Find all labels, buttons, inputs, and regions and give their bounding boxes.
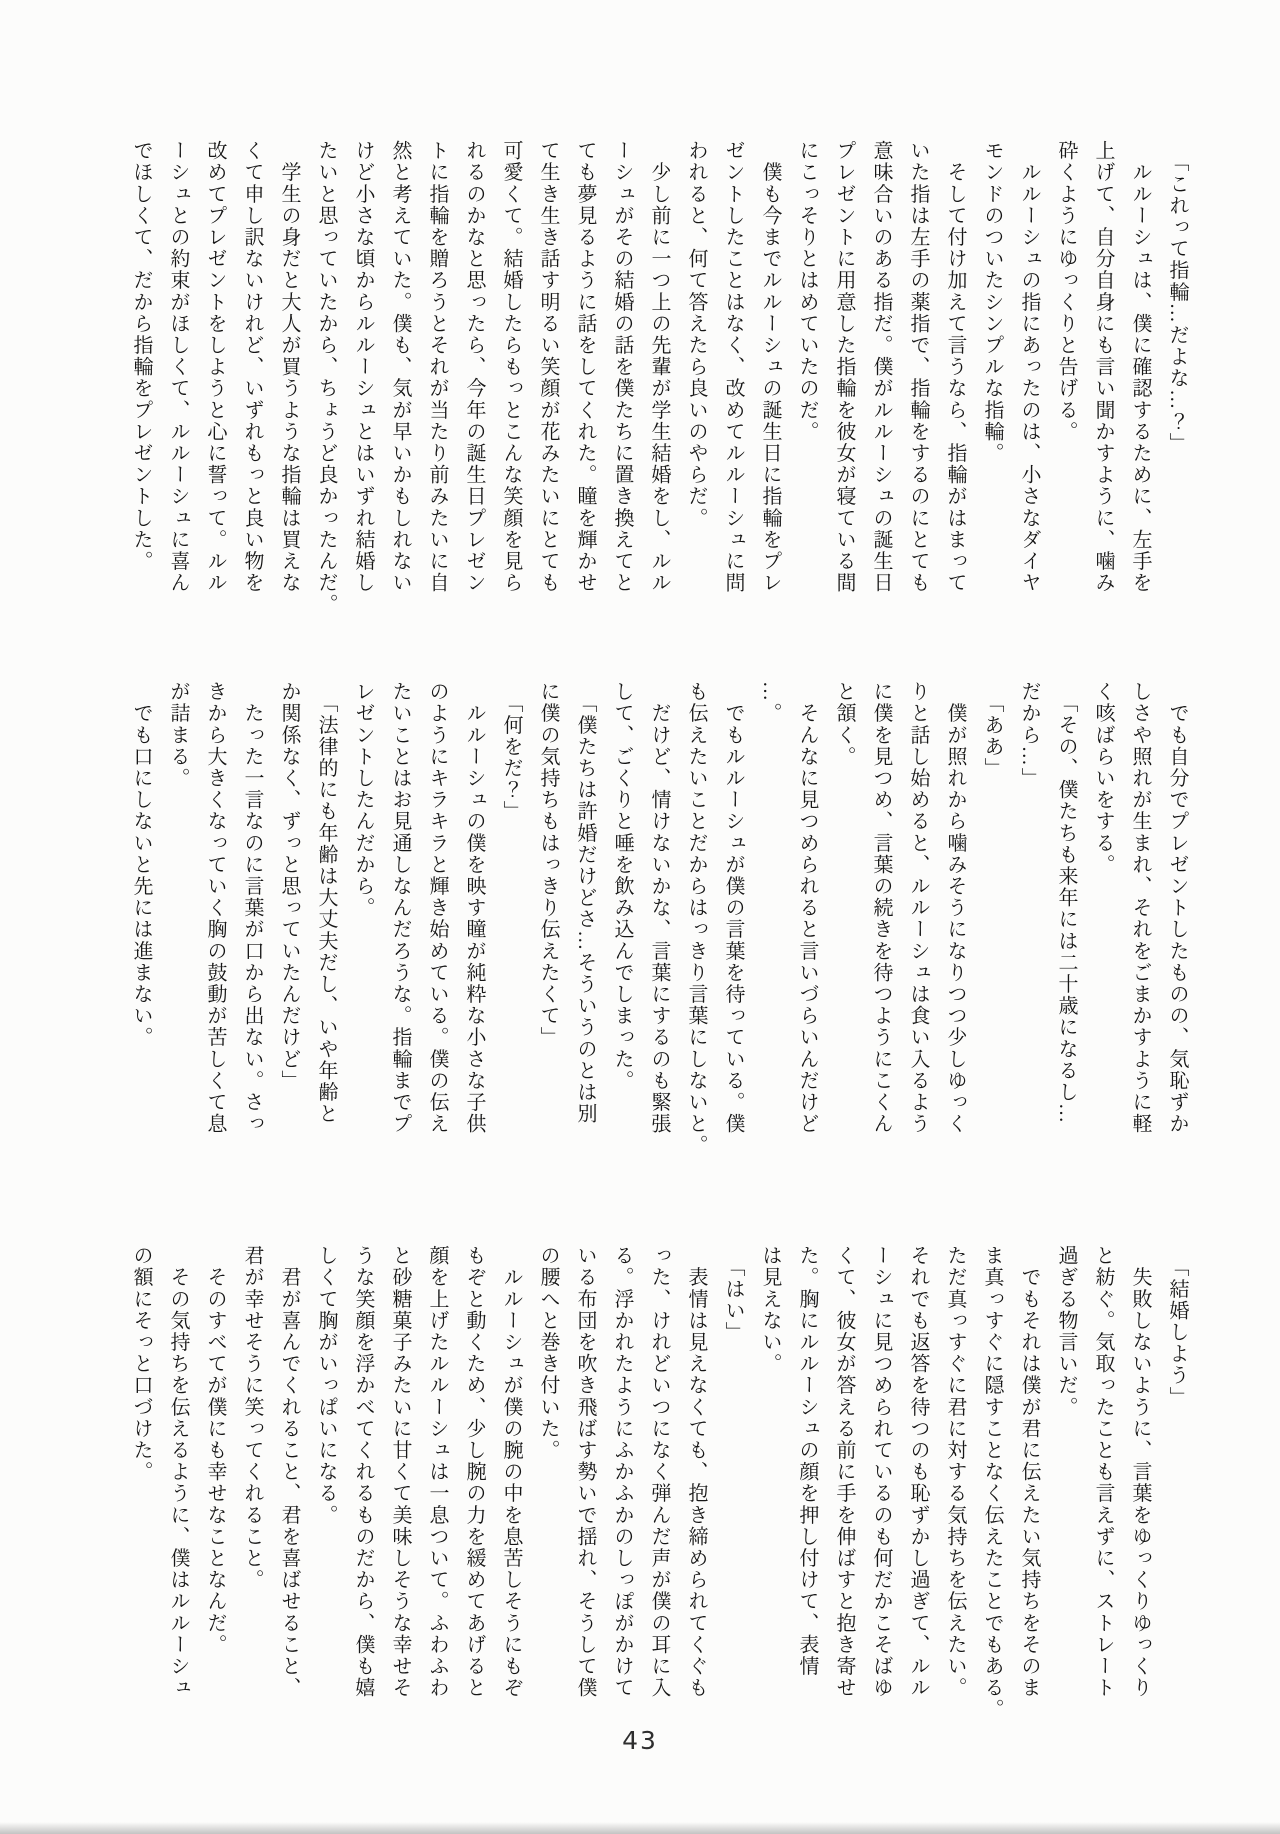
text-column: も伝えたいことだからはっきり言葉にしないと。 (685, 681, 707, 1157)
scan-edge-shadow (0, 1822, 1280, 1834)
text-column: 君が喜んでくれること、君を喜ばせること、 (278, 1245, 300, 1699)
text-column: の額にそっと口づけた。 (130, 1245, 152, 1483)
text-column: 「結婚しよう」 (1166, 1245, 1188, 1408)
text-column: 「僕たちは許婚だけどさ…そういうのとは別 (574, 681, 596, 1125)
text-column: トに指輪を贈ろうとそれが当たり前みたいに自 (426, 140, 448, 594)
text-column: りと話し始めると、ルルーシュは食い入るよう (907, 681, 929, 1135)
text-column: は見えない。 (759, 1245, 781, 1375)
text-column: ーシュがその結婚の話を僕たちに置き換えてと (611, 140, 633, 594)
text-column: 「法律的にも年齢は大丈夫だし、いや年齢と (315, 681, 337, 1125)
text-column: 「はい」 (722, 1245, 744, 1343)
text-column: しくて胸がいっぱいになる。 (315, 1245, 337, 1526)
text-column: だけど、情けないかな、言葉にするのも緊張 (648, 681, 670, 1135)
text-column: 失敗しないように、言葉をゆっくりゆっくり (1129, 1245, 1151, 1699)
text-column: たいと思っていたから、ちょうど良かったんだ。 (315, 140, 337, 616)
text-column: レゼントしたんだから。 (352, 681, 374, 919)
text-column: 然と考えていた。僕も、気が早いかもしれない (389, 140, 411, 594)
text-column: ーシュとの約束がほしくて、ルルーシュに喜ん (167, 140, 189, 594)
text-column: ルルーシュが僕の腕の中を息苦しそうにもぞ (500, 1245, 522, 1699)
text-column: しさや照れが生まれ、それをごまかすように軽 (1129, 681, 1151, 1135)
text-column: に僕を見つめ、言葉の続きを待つようにこくん (870, 681, 892, 1135)
text-column: だから…」 (1018, 681, 1040, 789)
text-column: いた指は左手の薬指で、指輪をするのにとても (907, 140, 929, 594)
text-column: ても夢見るように話をしてくれた。瞳を輝かせ (574, 140, 596, 594)
text-band-middle (92, 681, 1188, 1183)
text-column: る。浮かれたようにふかふかのしっぽがかけて (611, 1245, 633, 1699)
text-column: にこっそりとはめていたのだ。 (796, 140, 818, 443)
text-column: プレゼントに用意した指輪を彼女が寝ている間 (833, 140, 855, 594)
text-column: でも口にしないと先には進まない。 (130, 681, 152, 1049)
text-column: でもそれは僕が君に伝えたい気持ちをそのま (1018, 1245, 1040, 1699)
text-column: そんなに見つめられると言いづらいんだけど (796, 681, 818, 1135)
text-column: それでも返答を待つのも恥ずかし過ぎて、ルル (907, 1245, 929, 1699)
text-column: きから大きくなっていく胸の鼓動が苦しくて息 (204, 681, 226, 1135)
text-band-bottom (92, 1245, 1188, 1747)
text-column: 砕くようにゆっくりと告げる。 (1055, 140, 1077, 443)
text-column: たいことはお見通しなんだろうな。指輪までプ (389, 681, 411, 1135)
text-band-top (92, 140, 1188, 642)
text-column: たった一言なのに言葉が口から出ない。さっ (241, 681, 263, 1135)
text-column: 君が幸せそうに笑ってくれること。 (241, 1245, 263, 1591)
text-column: 学生の身だと大人が買うような指輪は買えな (278, 140, 300, 594)
text-column: けど小さな頃からルルーシュとはいずれ結婚し (352, 140, 374, 594)
text-column: でもルルーシュが僕の言葉を待っている。僕 (722, 681, 744, 1135)
text-column: ただ真っすぐに君に対する気持ちを伝えたい。 (944, 1245, 966, 1699)
text-column: して、ごくりと唾を飲み込んでしまった。 (611, 681, 633, 1092)
text-column: うな笑顔を浮かべてくれるものだから、僕も嬉 (352, 1245, 374, 1699)
text-column: くて、彼女が答える前に手を伸ばすと抱き寄せ (833, 1245, 855, 1699)
text-column: 少し前に一つ上の先輩が学生結婚をし、ルル (648, 140, 670, 594)
text-column: 「何をだ？」 (500, 681, 522, 823)
text-column: に僕の気持ちもはっきり伝えたくて」 (537, 681, 559, 1049)
text-column: でも自分でプレゼントしたものの、気恥ずか (1166, 681, 1188, 1135)
text-column: もぞと動くため、少し腕の力を緩めてあげると (463, 1245, 485, 1699)
text-column: 「その、僕たちも来年には二十歳になるし… (1055, 681, 1077, 1125)
text-column: そのすべてが僕にも幸せなことなんだ。 (204, 1245, 226, 1656)
text-column: そして付け加えて言うなら、指輪がはまって (944, 140, 966, 594)
text-column: いる布団を吹き飛ばす勢いで揺れ、そうして僕 (574, 1245, 596, 1699)
text-column: 僕が照れから噛みそうになりつつ少しゆっく (944, 681, 966, 1135)
text-column: ルルーシュの指にあったのは、小さなダイヤ (1018, 140, 1040, 594)
text-column: った、けれどいつになく弾んだ声が僕の耳に入 (648, 1245, 670, 1699)
text-column: か関係なく、ずっと思っていたんだけど」 (278, 681, 300, 1092)
text-column: 表情は見えなくても、抱き締められてくぐも (685, 1245, 707, 1699)
page-number: 43 (622, 1726, 658, 1755)
text-column: ゼントしたことはなく、改めてルルーシュに問 (722, 140, 744, 594)
text-column: …。 (759, 681, 781, 725)
text-column: た。胸にルルーシュの顔を押し付けて、表情 (796, 1245, 818, 1677)
text-column: ルルーシュの僕を映す瞳が純粋な小さな子供 (463, 681, 485, 1135)
text-column: れるのかなと思ったら、今年の誕生日プレゼン (463, 140, 485, 594)
text-column: モンドのついたシンプルな指輪。 (981, 140, 1003, 464)
text-column: ま真っすぐに隠すことなく伝えたことでもある。 (981, 1245, 1003, 1721)
text-column: でほしくて、だから指輪をプレゼントした。 (130, 140, 152, 572)
text-column: 可愛くて。結婚したらもっとこんな笑顔を見ら (500, 140, 522, 594)
text-column: われると、何て答えたら良いのやらだ。 (685, 140, 707, 529)
text-column: と頷く。 (833, 681, 855, 768)
text-column: 「これって指輪…だよな…？」 (1166, 140, 1188, 454)
text-column: と紡ぐ。気取ったことも言えずに、ストレート (1092, 1245, 1114, 1699)
text-column: と砂糖菓子みたいに甘くて美味しそうな幸せそ (389, 1245, 411, 1699)
text-column: ルルーシュは、僕に確認するために、左手を (1129, 140, 1151, 594)
text-column: ーシュに見つめられているのも何だかこそばゆ (870, 1245, 892, 1699)
text-column: 上げて、自分自身にも言い聞かすように、噛み (1092, 140, 1114, 594)
text-column: て生き生き話す明るい笑顔が花みたいにとても (537, 140, 559, 594)
text-column: くて申し訳ないけれど、いずれもっと良い物を (241, 140, 263, 594)
text-column: の腰へと巻き付いた。 (537, 1245, 559, 1461)
text-column: く咳ばらいをする。 (1092, 681, 1114, 876)
text-column: 過ぎる物言いだ。 (1055, 1245, 1077, 1418)
text-column: 改めてプレゼントをしようと心に誓って。ルル (204, 140, 226, 594)
text-column: が詰まる。 (167, 681, 189, 789)
text-column: 僕も今までルルーシュの誕生日に指輪をプレ (759, 140, 781, 594)
text-column: その気持ちを伝えるように、僕はルルーシュ (167, 1245, 189, 1699)
text-column: 顔を上げたルルーシュは一息ついて。ふわふわ (426, 1245, 448, 1699)
text-column: のようにキラキラと輝き始めている。僕の伝え (426, 681, 448, 1135)
text-column: 「ああ」 (981, 681, 1003, 779)
text-column: 意味合いのある指だ。僕がルルーシュの誕生日 (870, 140, 892, 594)
